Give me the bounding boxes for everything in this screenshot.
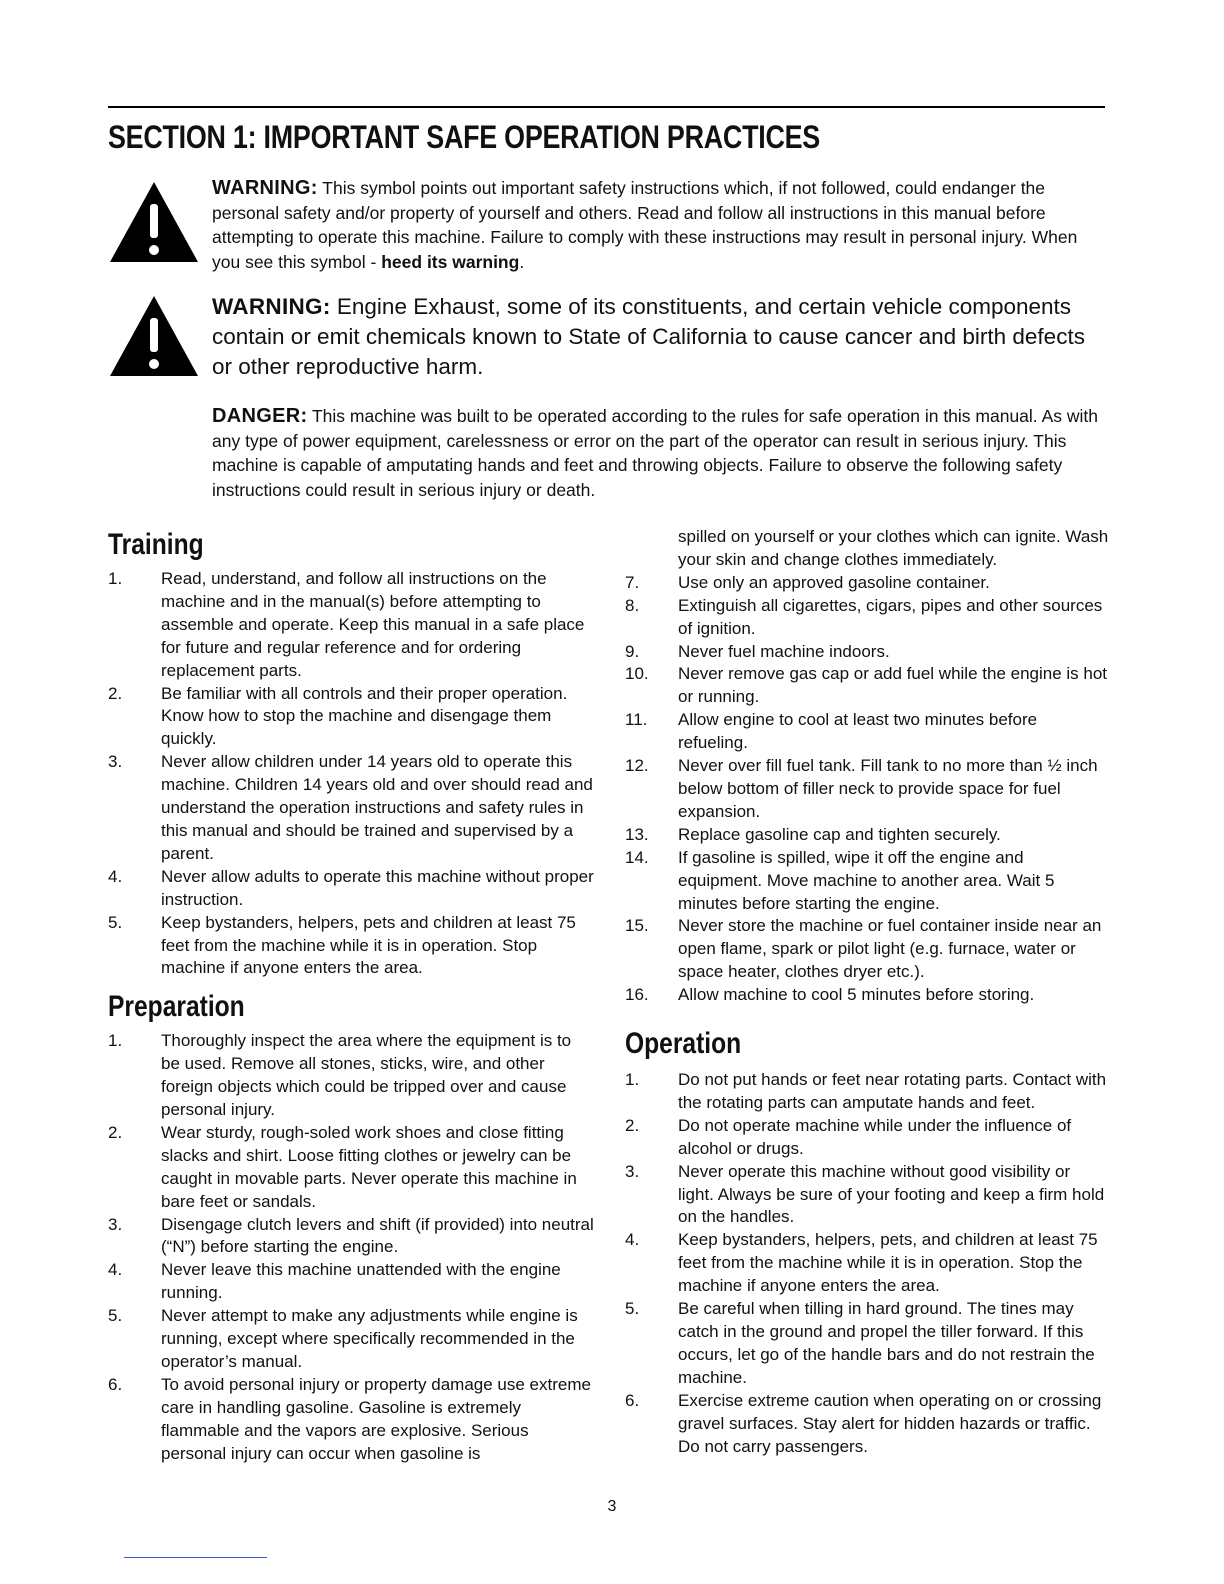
list-item: 8. Extinguish all cigarettes, cigars, pipes and other sources of ignition. <box>625 595 1103 638</box>
list-item: 2. Do not operate machine while under the influence of alcohol or drugs. <box>625 1115 1072 1158</box>
list-item: 3. Never operate this machine without good visibility or light. Always be sure of your footing and keep a firm hold on the handles. <box>625 1161 1105 1227</box>
list-item: 2. Be familiar with all controls and their proper operation. Know how to stop the machine and disengage them quickly. <box>108 683 568 749</box>
list-item: 5. Keep bystanders, helpers, pets and children at least 75 feet from the machine while it is in operation. Stop machine if anyone enters the area. <box>108 912 576 978</box>
list-item: 5. Be careful when tilling in hard ground. The tines may catch in the ground and propel the tiller forward. If this occurs, let go of the handle bars and do not restrain the machine. <box>625 1299 1095 1387</box>
list-item: 13. Replace gasoline cap and tighten securely. <box>625 824 1001 844</box>
list-item: 2. Wear sturdy, rough-soled work shoes and close fitting slacks and shirt. Loose fitting clothes or jewelry can be caught in movable parts. Never operate this machine in bare feet or sandals. <box>108 1122 577 1211</box>
list-item: 7. Use only an approved gasoline container. <box>625 572 990 592</box>
danger-label: DANGER: <box>212 405 308 427</box>
list-item: 4. Keep bystanders, helpers, pets, and children at least 75 feet from the machine while it is in operation. Stop the machine if anyone enters the area. <box>625 1230 1098 1296</box>
warning-text: This symbol points out important safety instructions which, if not followed, could endanger the personal safety and/or property of yourself and others. Read and follow all instructions in this manual before attempting to operate this machine. Failure to comply with these instructions may result in personal injury. When you see this symbol - <box>212 178 1078 272</box>
footer-rule <box>124 1557 267 1558</box>
preparation-heading: Preparation <box>108 990 245 1024</box>
warning-label: WARNING: <box>212 177 318 199</box>
top-rule <box>108 106 1105 108</box>
list-item: 15. Never store the machine or fuel container inside near an open flame, spark or pilot light (e.g. furnace, water or space heater, clothes dryer etc.). <box>625 916 1102 982</box>
operation-list <box>625 1069 1110 1458</box>
preparation-item-6-continuation: spilled on yourself or your clothes which can ignite. Wash your skin and change clothes immediately. <box>678 527 1109 569</box>
list-item: 12. Never over fill fuel tank. Fill tank to no more than ½ inch below bottom of filler neck to provide space for fuel expansion. <box>625 756 1098 821</box>
list-item: 10. Never remove gas cap or add fuel while the engine is hot or running. <box>625 664 1108 707</box>
list-item: 1. Read, understand, and follow all instructions on the machine and in the manual(s) before attempting to assemble and operate. Keep this manual in a safe place for future and regular reference and for ordering replacement parts. <box>108 569 585 680</box>
warning-safety-notice <box>212 176 1107 274</box>
list-item: 5. Never attempt to make any adjustments while engine is running, except where specifically recommended in the operator’s manual. <box>108 1306 578 1371</box>
list-item: 4. Never leave this machine unattended with the engine running. <box>108 1260 561 1303</box>
right-column <box>625 526 1110 1458</box>
page-number: 3 <box>607 1498 617 1515</box>
list-item: 1. Thoroughly inspect the area where the equipment is to be used. Remove all stones, sticks, wire, and other foreign objects which could be tripped over and cause personal injury. <box>108 1031 572 1120</box>
list-item: 3. Disengage clutch levers and shift (if provided) into neutral (“N”) before starting the engine. <box>108 1214 594 1257</box>
danger-text: This machine was built to be operated according to the rules for safe operation in this manual. As with any type of power equipment, carelessness or error on the part of the operator can result in serious injury. This machine is capable of amputating hands and feet and throwing objects. Failure to observe the following safety instructions could result in serious injury or death. <box>212 406 1098 500</box>
section-title: SECTION 1: IMPORTANT SAFE OPERATION PRACTICES <box>108 119 820 155</box>
warning-california-notice <box>212 292 1107 382</box>
list-item: 11. Allow engine to cool at least two minutes before refueling. <box>625 710 1038 753</box>
warning-triangle-icon <box>108 180 200 264</box>
list-item: 6. Exercise extreme caution when operating on or crossing gravel surfaces. Stay alert for hidden hazards or traffic. Do not carry passengers. <box>625 1390 1102 1456</box>
preparation-list-continued <box>625 572 1110 1007</box>
warning-label: WARNING: <box>212 294 331 319</box>
warning-emphasis: heed its warning <box>381 251 520 272</box>
operation-heading: Operation <box>625 1027 742 1061</box>
list-item: 16. Allow machine to cool 5 minutes before storing. <box>625 985 1035 1005</box>
list-item: 1. Do not put hands or feet near rotating parts. Contact with the rotating parts can amputate hands and feet. <box>625 1070 1107 1112</box>
warning-end: . <box>519 251 525 272</box>
list-item: 3. Never allow children under 14 years old to operate this machine. Children 14 years old and over should read and understand the operation instructions and safety rules in this manual and should be trained and supervised by a parent. <box>108 752 593 863</box>
list-item: 9. Never fuel machine indoors. <box>625 641 890 661</box>
list-item: 14. If gasoline is spilled, wipe it off the engine and equipment. Move machine to another area. Wait 5 minutes before starting the engine. <box>625 847 1055 913</box>
left-column <box>108 526 594 1466</box>
warning-triangle-icon <box>108 294 200 378</box>
danger-notice <box>212 404 1107 502</box>
list-item: 4. Never allow adults to operate this machine without proper instruction. <box>108 866 594 909</box>
warning-text: Engine Exhaust, some of its constituents, and certain vehicle components contain or emit chemicals known to State of California to cause cancer and birth defects or other reproductive harm. <box>212 294 1085 379</box>
preparation-list <box>108 1030 594 1465</box>
training-heading: Training <box>108 528 204 561</box>
list-item: 6. To avoid personal injury or property damage use extreme care in handling gasoline. Gasoline is extremely flammable and the vapors are explosive. Serious personal injury can occur when gasoline is <box>108 1374 591 1463</box>
training-list <box>108 568 594 980</box>
